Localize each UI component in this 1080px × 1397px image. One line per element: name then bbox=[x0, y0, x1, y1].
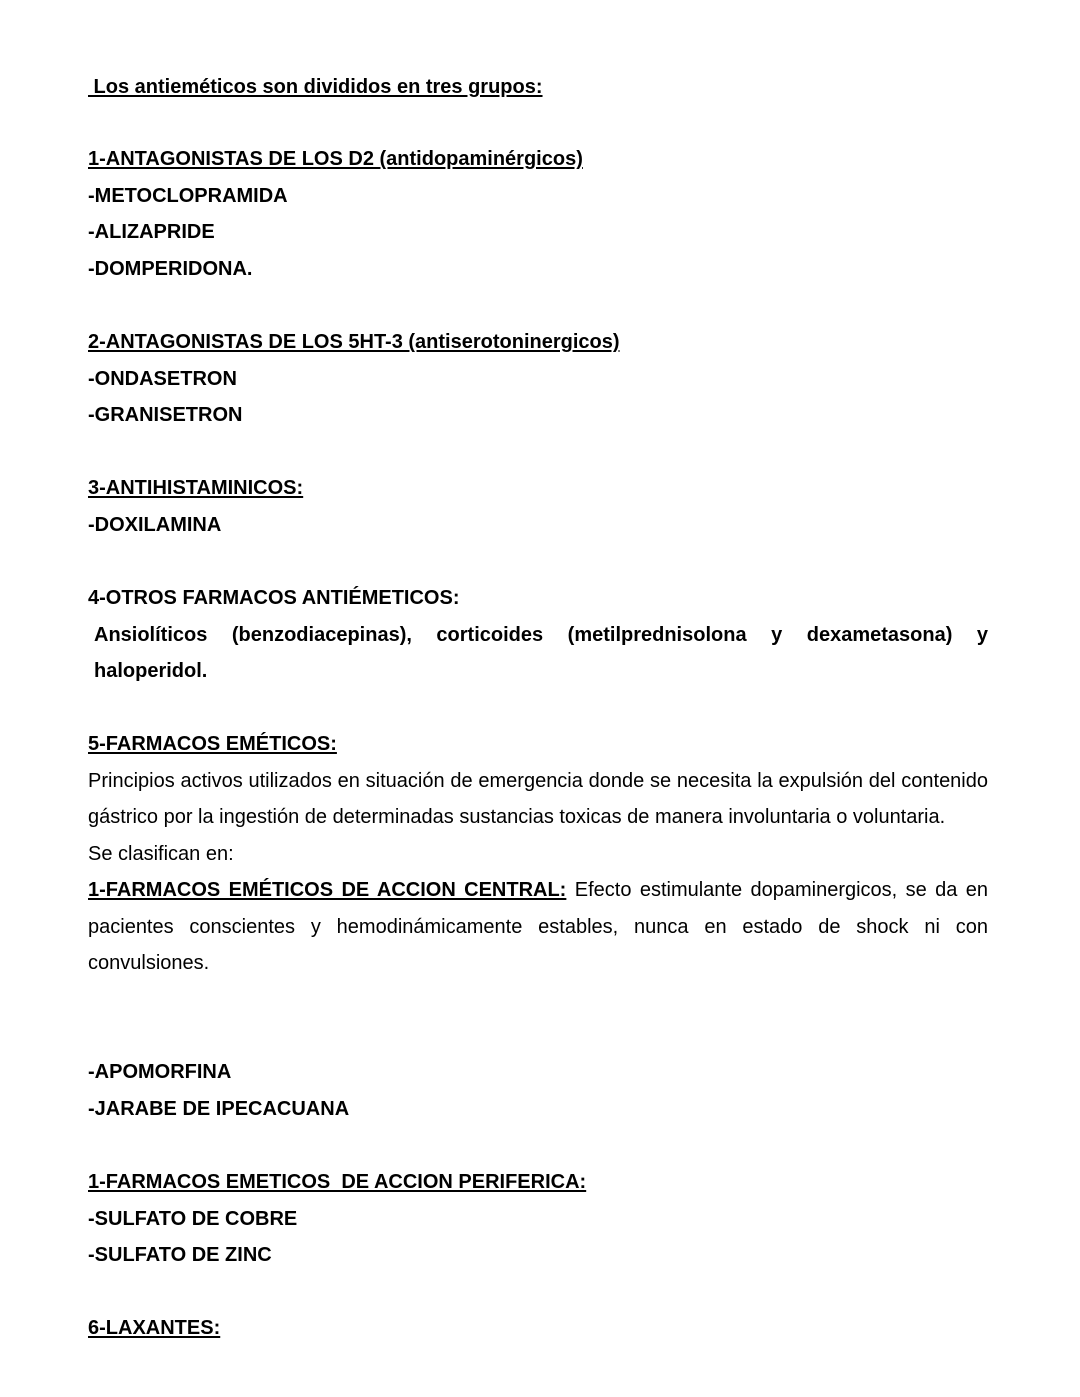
drug-item: -APOMORFINA bbox=[88, 1061, 232, 1083]
drug-item: -SULFATO DE COBRE bbox=[88, 1207, 298, 1230]
group-heading: 3-ANTIHISTAMINICOS: bbox=[88, 477, 304, 499]
drug-item: -JARABE DE IPECACUANA bbox=[88, 1097, 350, 1120]
drug-item: -METOCLOPRAMIDA bbox=[88, 184, 288, 207]
central-heading: 1-FARMACOS EMÉTICOS DE ACCION CENTRAL: bbox=[88, 879, 567, 901]
periferica-section bbox=[88, 1164, 988, 1274]
group-heading: 6-LAXANTES: bbox=[88, 1317, 221, 1339]
emeticos-description: Principios activos utilizados en situación de emergencia donde se necesita la expulsión del contenido gástrico por la ingestión de determinadas sustancias toxicas de manera involuntaria o voluntaria. bbox=[88, 769, 988, 828]
intro-section bbox=[88, 69, 988, 106]
group-heading: 5-FARMACOS EMÉTICOS: bbox=[88, 733, 337, 755]
drug-item: -ONDASETRON bbox=[88, 367, 237, 390]
drug-item: -GRANISETRON bbox=[88, 404, 243, 426]
group-heading: 1-ANTAGONISTAS DE LOS D2 (antidopaminérgicos) bbox=[88, 148, 583, 170]
central-text: Efecto estimulante dopaminergicos, se da en pacientes conscientes y hemodinámicamente estables, nunca en estado de shock ni con convulsiones. bbox=[88, 879, 994, 974]
group-laxantes bbox=[88, 1310, 988, 1347]
drug-item: -DOXILAMINA bbox=[88, 513, 222, 536]
group-5ht3 bbox=[88, 324, 988, 434]
otros-text: Ansiolíticos (benzodiacepinas), corticoides (metilprednisolona y dexametasona) y haloperidol. bbox=[94, 623, 988, 682]
classify-text: Se clasifican en: bbox=[88, 842, 234, 865]
group-heading: 4-OTROS FARMACOS ANTIÉMETICOS: bbox=[88, 587, 460, 609]
group-heading: 2-ANTAGONISTAS DE LOS 5HT-3 (antiserotoninergicos) bbox=[88, 331, 620, 353]
group-d2 bbox=[88, 141, 988, 287]
central-items bbox=[88, 1054, 988, 1127]
group-antihistaminicos bbox=[88, 470, 988, 543]
group-heading: 1-FARMACOS EMETICOS DE ACCION PERIFERICA: bbox=[88, 1171, 587, 1193]
group-otros bbox=[88, 580, 988, 690]
intro-title: Los antieméticos son divididos en tres grupos: bbox=[88, 76, 543, 98]
drug-item: -SULFATO DE ZINC bbox=[88, 1244, 272, 1266]
drug-item: -ALIZAPRIDE bbox=[88, 221, 215, 243]
drug-item: -DOMPERIDONA. bbox=[88, 257, 253, 280]
central-paragraph bbox=[88, 872, 994, 982]
group-emeticos bbox=[88, 726, 994, 982]
